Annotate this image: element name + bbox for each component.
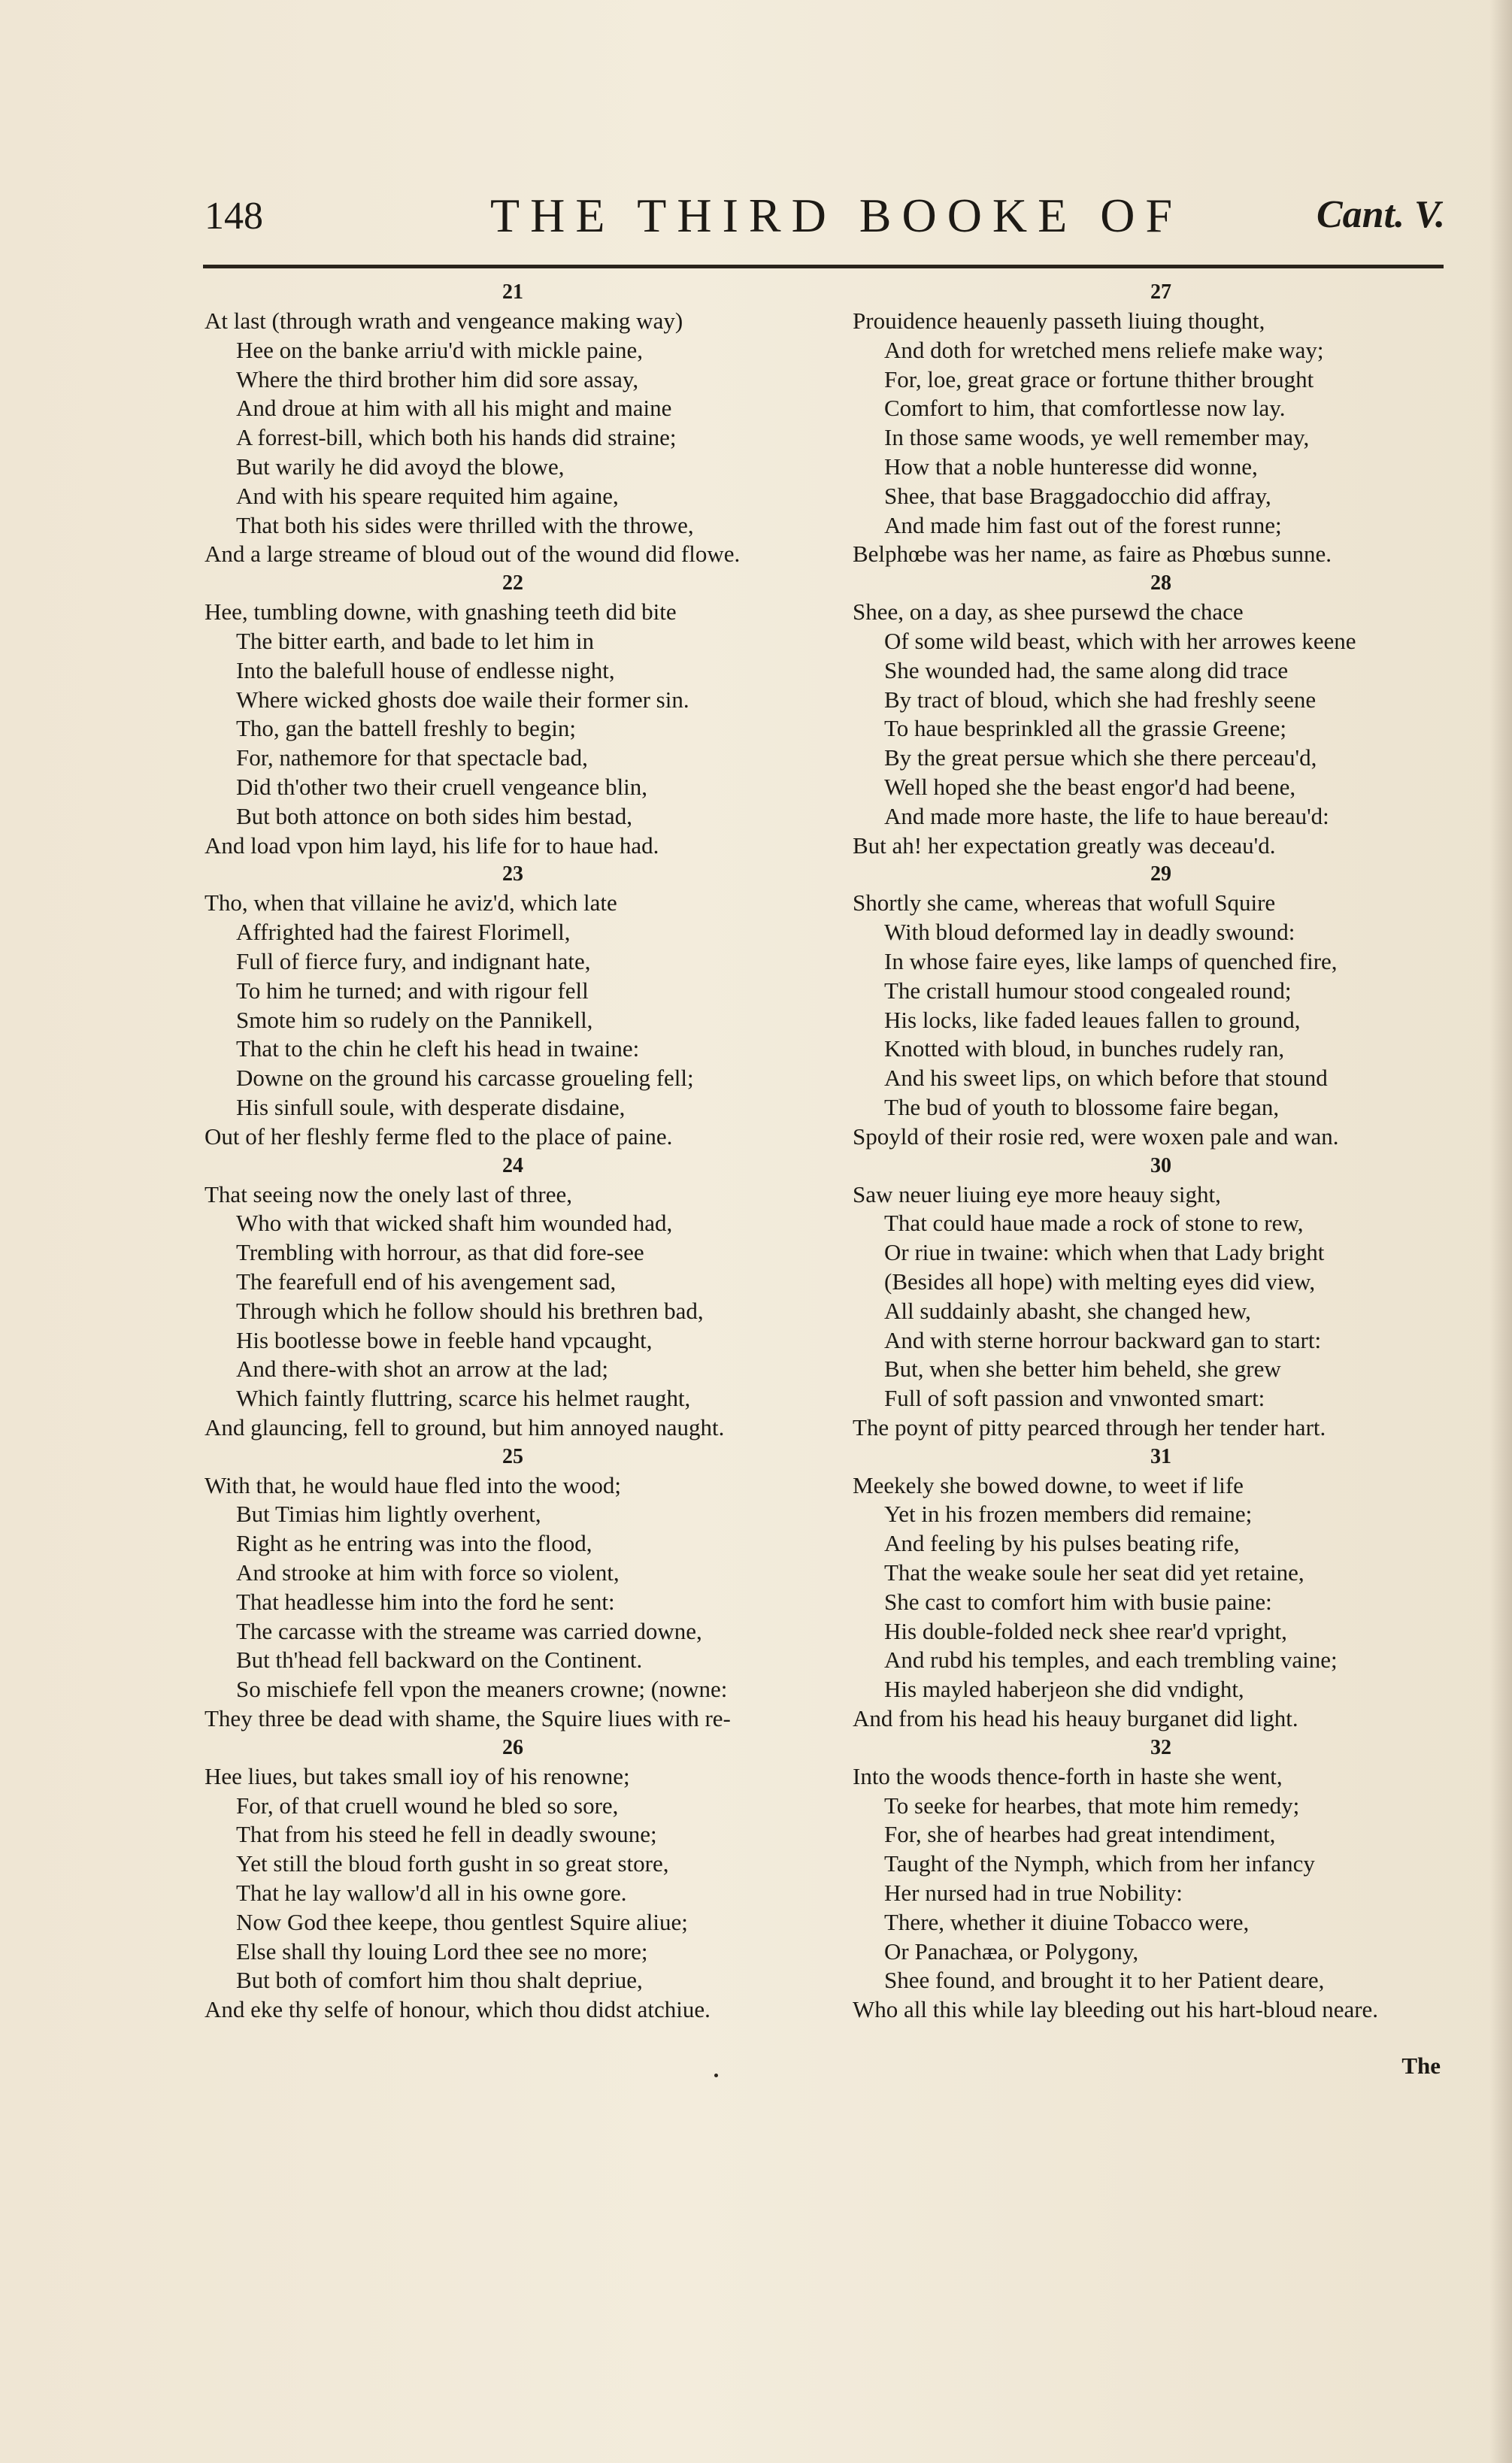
verse-line: The bud of youth to blossome faire began, xyxy=(884,1093,1280,1120)
header-rule xyxy=(203,265,1444,268)
verse-line: In those same woods, ye well remember may, xyxy=(884,424,1310,451)
verse-line: And eke thy selfe of honour, which thou didst atchiue. xyxy=(205,1996,711,2023)
verse-line: (Besides all hope) with melting eyes did view, xyxy=(884,1268,1316,1295)
verse-line: To haue besprinkled all the grassie Greene; xyxy=(884,715,1286,742)
verse-line: With that, he would haue fled into the wood; xyxy=(205,1471,622,1498)
verse-line: That seeing now the onely last of three, xyxy=(205,1180,572,1207)
verse-line: Taught of the Nymph, which from her infancy xyxy=(884,1850,1315,1877)
verse-line: And load vpon him layd, his life for to haue had. xyxy=(205,832,659,859)
stanza-number: 21 xyxy=(502,280,523,304)
verse-line: Through which he follow should his brethren bad, xyxy=(236,1297,704,1324)
verse-line: For, loe, great grace or fortune thither brought xyxy=(884,365,1314,392)
verse-line: And made him fast out of the forest runne; xyxy=(884,511,1282,538)
verse-line: Out of her fleshly ferme fled to the place of paine. xyxy=(205,1122,673,1150)
verse-line: Smote him so rudely on the Pannikell, xyxy=(236,1006,593,1033)
verse-line: Shee, that base Braggadocchio did affray, xyxy=(884,482,1271,509)
stanza xyxy=(205,1734,821,2025)
verse-line: Shee found, and brought it to her Patient deare, xyxy=(884,1967,1325,1994)
verse-line: Or riue in twaine: which when that Lady bright xyxy=(884,1239,1325,1266)
verse-line: Spoyld of their rosie red, were woxen pale and wan. xyxy=(853,1122,1339,1150)
verse-line: But warily he did avoyd the blowe, xyxy=(236,453,565,480)
verse-line: Trembling with horrour, as that did fore-see xyxy=(236,1239,644,1266)
verse-line: His locks, like faded leaues fallen to ground, xyxy=(884,1006,1301,1033)
verse-line: Hee, tumbling downe, with gnashing teeth did bite xyxy=(205,598,677,626)
stanza xyxy=(853,1443,1469,1734)
verse-line: And droue at him with all his might and maine xyxy=(236,395,672,422)
verse-line: For, she of hearbes had great intendiment, xyxy=(884,1821,1276,1848)
stanza-number: 23 xyxy=(502,862,523,886)
stanza xyxy=(853,569,1469,860)
stanza-number: 22 xyxy=(502,571,523,595)
page-gutter-shadow xyxy=(1489,0,1512,2463)
verse-line: Of some wild beast, which with her arrowes keene xyxy=(884,627,1356,654)
verse-line: That the weake soule her seat did yet retaine, xyxy=(884,1559,1304,1586)
verse-line: The carcasse with the streame was carried downe, xyxy=(236,1617,702,1644)
stanza xyxy=(205,278,821,569)
verse-line: The bitter earth, and bade to let him in xyxy=(236,627,595,654)
stanza xyxy=(205,1152,821,1443)
verse-line: Full of soft passion and vnwonted smart: xyxy=(884,1385,1265,1412)
verse-line: And doth for wretched mens reliefe make way; xyxy=(884,336,1324,363)
verse-line: And made more haste, the life to haue bereau'd: xyxy=(884,802,1329,829)
verse-line: Who all this while lay bleeding out his hart-bloud neare. xyxy=(853,1996,1379,2023)
stanza-number: 30 xyxy=(1150,1153,1171,1177)
page-header xyxy=(205,188,1445,256)
verse-line: That from his steed he fell in deadly swoune; xyxy=(236,1821,657,1848)
verse-line: Yet in his frozen members did remaine; xyxy=(884,1501,1253,1528)
verse-line: To seeke for hearbes, that mote him remedy; xyxy=(884,1792,1300,1819)
verse-line: Tho, gan the battell freshly to begin; xyxy=(236,715,576,742)
verse-line: She cast to comfort him with busie paine: xyxy=(884,1588,1272,1615)
verse-line: And from his head his heauy burganet did light. xyxy=(853,1705,1298,1732)
left-column xyxy=(205,278,821,2025)
verse-line: And there-with shot an arrow at the lad; xyxy=(236,1356,608,1383)
page-number: 148 xyxy=(205,195,263,238)
verse-line: The fearefull end of his avengement sad, xyxy=(236,1268,617,1295)
verse-line: In whose faire eyes, like lamps of quenched fire, xyxy=(884,947,1338,974)
verse-line: And with his speare requited him againe, xyxy=(236,482,619,509)
stanza-number: 29 xyxy=(1150,862,1171,886)
catchword: The xyxy=(1401,2052,1441,2079)
verse-line: Now God thee keepe, thou gentlest Squire aliue; xyxy=(236,1908,688,1935)
stanza-number: 27 xyxy=(1150,280,1171,304)
verse-line: But th'head fell backward on the Continent. xyxy=(236,1647,643,1674)
verse-line: Full of fierce fury, and indignant hate, xyxy=(236,947,591,974)
verse-line: Who with that wicked shaft him wounded had, xyxy=(236,1210,673,1237)
stanza-number: 32 xyxy=(1150,1735,1171,1759)
verse-line: His double-folded neck shee rear'd vpright, xyxy=(884,1617,1287,1644)
verse-line: Into the balefull house of endlesse night, xyxy=(236,656,615,683)
verse-line: Yet still the bloud forth gusht in so great store, xyxy=(236,1850,669,1877)
verse-line: Meekely she bowed downe, to weet if life xyxy=(853,1471,1244,1498)
stanza xyxy=(205,569,821,860)
verse-line: Downe on the ground his carcasse groueling fell; xyxy=(236,1065,694,1092)
verse-line: And with sterne horrour backward gan to start: xyxy=(884,1326,1322,1353)
verse-line: There, whether it diuine Tobacco were, xyxy=(884,1908,1250,1935)
verse-line: Well hoped she the beast engor'd had beene, xyxy=(884,773,1296,800)
stanza xyxy=(853,860,1469,1151)
verse-line: Hee on the banke arriu'd with mickle paine, xyxy=(236,336,644,363)
stanza-number: 28 xyxy=(1150,571,1171,595)
verse-line: Where the third brother him did sore assay, xyxy=(236,365,639,392)
verse-line: That he lay wallow'd all in his owne gore. xyxy=(236,1880,627,1907)
page-speck xyxy=(714,2074,718,2077)
verse-line: The poynt of pitty pearced through her tender hart. xyxy=(853,1413,1326,1441)
verse-line: But both of comfort him thou shalt depriue, xyxy=(236,1967,643,1994)
verse-line: But, when she better him beheld, she grew xyxy=(884,1356,1281,1383)
verse-line: By tract of bloud, which she had freshly seene xyxy=(884,686,1317,713)
stanza-number: 26 xyxy=(502,1735,523,1759)
verse-line: Tho, when that villaine he aviz'd, which late xyxy=(205,889,617,916)
verse-line: Knotted with bloud, in bunches rudely ran, xyxy=(884,1035,1285,1062)
verse-line: Where wicked ghosts doe waile their former sin. xyxy=(236,686,689,713)
verse-line: Her nursed had in true Nobility: xyxy=(884,1880,1183,1907)
verse-line: That headlesse him into the ford he sent: xyxy=(236,1588,615,1615)
verse-line: She wounded had, the same along did trace xyxy=(884,656,1289,683)
stanza-number: 25 xyxy=(502,1444,523,1468)
verse-line: Else shall thy louing Lord thee see no more; xyxy=(236,1937,648,1965)
verse-line: A forrest-bill, which both his hands did straine; xyxy=(236,424,677,451)
verse-line: For, nathemore for that spectacle bad, xyxy=(236,744,588,771)
verse-line: Into the woods thence-forth in haste she went, xyxy=(853,1762,1283,1789)
verse-line: Right as he entring was into the flood, xyxy=(236,1530,592,1557)
verse-line: Did th'other two their cruell vengeance blin, xyxy=(236,773,648,800)
verse-line: Shortly she came, whereas that wofull Squire xyxy=(853,889,1276,916)
stanza-number: 31 xyxy=(1150,1444,1171,1468)
verse-line: But ah! her expectation greatly was deceau'd. xyxy=(853,832,1276,859)
verse-line: Which faintly fluttring, scarce his helmet raught, xyxy=(236,1385,691,1412)
verse-line: For, of that cruell wound he bled so sore, xyxy=(236,1792,619,1819)
verse-line: That both his sides were thrilled with the throwe, xyxy=(236,511,694,538)
stanza xyxy=(853,1152,1469,1443)
verse-line: All suddainly abasht, she changed hew, xyxy=(884,1297,1251,1324)
verse-line: And feeling by his pulses beating rife, xyxy=(884,1530,1240,1557)
verse-line: Prouidence heauenly passeth liuing thought, xyxy=(853,307,1265,334)
stanza xyxy=(205,860,821,1151)
verse-line: How that a noble hunteresse did wonne, xyxy=(884,453,1258,480)
verse-line: Saw neuer liuing eye more heauy sight, xyxy=(853,1180,1221,1207)
verse-line: So mischiefe fell vpon the meaners crowne; (nowne: xyxy=(236,1676,728,1703)
verse-line: His sinfull soule, with desperate disdaine, xyxy=(236,1093,626,1120)
verse-line: Shee, on a day, as shee pursewd the chace xyxy=(853,598,1244,626)
verse-line: Comfort to him, that comfortlesse now lay. xyxy=(884,395,1286,422)
verse-line: And a large streame of bloud out of the wound did flowe. xyxy=(205,541,741,568)
verse-line: To him he turned; and with rigour fell xyxy=(236,977,589,1004)
verse-line: At last (through wrath and vengeance making way) xyxy=(205,307,683,334)
verse-line: Belphœbe was her name, as faire as Phœbus sunne. xyxy=(853,541,1332,568)
running-title: THE THIRD BOOKE OF xyxy=(490,189,1183,242)
verse-line: And his sweet lips, on which before that stound xyxy=(884,1065,1328,1092)
stanza-number: 24 xyxy=(502,1153,523,1177)
verse-line: By the great persue which she there perceau'd, xyxy=(884,744,1317,771)
verse-line: They three be dead with shame, the Squire liues with re- xyxy=(205,1705,731,1732)
verse-line: The cristall humour stood congealed round; xyxy=(884,977,1292,1004)
verse-line: And glauncing, fell to ground, but him annoyed naught. xyxy=(205,1413,725,1441)
verse-line: With bloud deformed lay in deadly swound: xyxy=(884,919,1295,946)
verse-line: That could haue made a rock of stone to rew, xyxy=(884,1210,1304,1237)
stanza xyxy=(853,278,1469,569)
verse-line: His mayled haberjeon she did vndight, xyxy=(884,1676,1244,1703)
verse-line: And strooke at him with force so violent, xyxy=(236,1559,620,1586)
verse-line: But Timias him lightly overhent, xyxy=(236,1501,541,1528)
right-column xyxy=(853,278,1469,2025)
verse-line: Or Panachæa, or Polygony, xyxy=(884,1937,1139,1965)
stanza xyxy=(205,1443,821,1734)
verse-line: His bootlesse bowe in feeble hand vpcaught, xyxy=(236,1326,653,1353)
verse-line: And rubd his temples, and each trembling vaine; xyxy=(884,1647,1338,1674)
verse-line: Hee liues, but takes small ioy of his renowne; xyxy=(205,1762,630,1789)
verse-line: But both attonce on both sides him bestad, xyxy=(236,802,632,829)
verse-line: Affrighted had the fairest Florimell, xyxy=(236,919,571,946)
stanza xyxy=(853,1734,1469,2025)
canto-label: Cant. V. xyxy=(1316,193,1445,236)
verse-line: That to the chin he cleft his head in twaine: xyxy=(236,1035,640,1062)
